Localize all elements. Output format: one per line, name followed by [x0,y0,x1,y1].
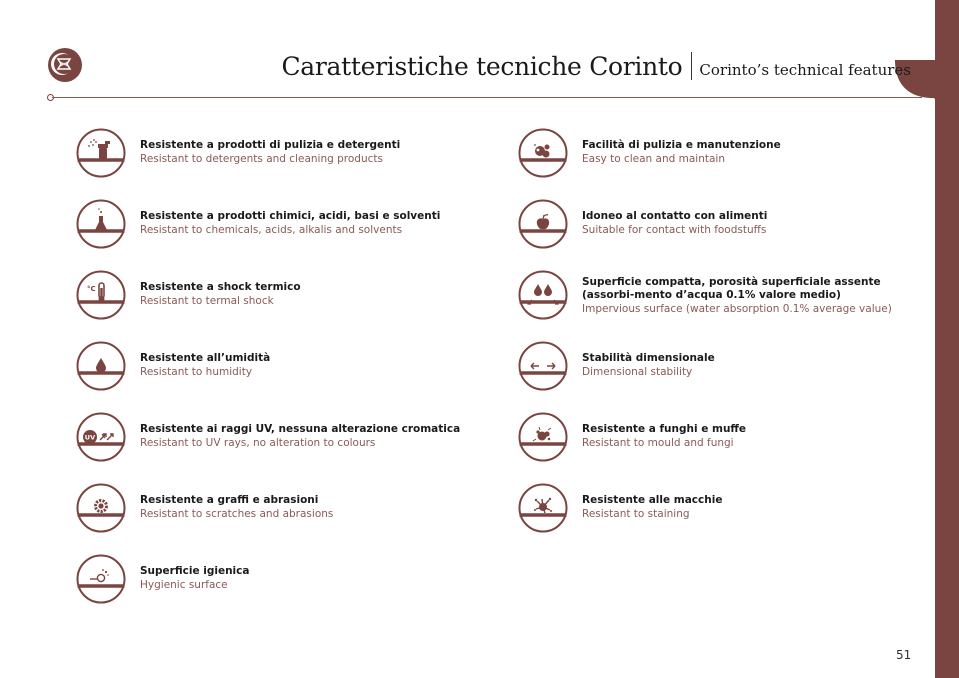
feature-title: Resistente all’umidità [140,352,271,364]
feature-subtitle: Easy to clean and maintain [582,153,725,165]
feature-title: Superficie compatta, porosità superficiale assente (assorbi-mento d’acqua 0.1% valore medio) [582,276,881,301]
feature-title: Superficie igienica [140,565,250,577]
feature-title: Idoneo al contatto con alimenti [582,210,768,222]
header-rule [52,97,922,98]
gear-abrasion-icon [76,483,126,533]
feature-subtitle: Resistant to staining [582,508,690,520]
feature-title: Stabilità dimensionale [582,352,715,364]
apple-icon [518,199,568,249]
feature-title: Facilità di pulizia e manutenzione [582,139,781,151]
feature-subtitle: Resistant to detergents and cleaning products [140,153,383,165]
title-main: Caratteristiche tecniche Corinto [281,52,683,81]
uv-label: UV [84,433,96,442]
feature-subtitle: Suitable for contact with foodstuffs [582,224,767,236]
feature-subtitle: Resistant to termal shock [140,295,274,307]
side-band [935,0,959,678]
spray-bottle-icon [76,128,126,178]
feature-subtitle: Dimensional stability [582,366,693,378]
uv-sun-icon [76,412,126,462]
title-english: Corinto’s technical features [699,61,911,79]
cleaning-bubbles-icon [518,128,568,178]
horizontal-arrows-icon [518,341,568,391]
title-separator [691,52,692,80]
page-title [281,52,911,81]
feature-title: Resistente a graffi e abrasioni [140,494,319,506]
mould-icon [518,412,568,462]
feature-subtitle: Hygienic surface [140,579,228,591]
page-number: 51 [896,648,912,662]
celsius-label: °C [87,285,96,293]
feature-title: Resistente a funghi e muffe [582,423,747,435]
feature-subtitle: Impervious surface (water absorption 0.1% average value) [582,303,892,315]
water-drop-icon [76,341,126,391]
feature-subtitle: Resistant to scratches and abrasions [140,508,334,520]
flask-icon [76,199,126,249]
feature-subtitle: Resistant to humidity [140,366,253,378]
feature-title: Resistente alle macchie [582,494,723,506]
hygiene-bubbles-icon [76,554,126,604]
thermometer-icon [76,270,126,320]
feature-subtitle: Resistant to chemicals, acids, alkalis and solvents [140,224,403,236]
feature-title: Resistente a shock termico [140,281,301,293]
feature-title: Resistente a prodotti chimici, acidi, basi e solventi [140,210,441,222]
feature-subtitle: Resistant to UV rays, no alteration to colours [140,437,376,449]
feature-subtitle: Resistant to mould and fungi [582,437,734,449]
stain-splash-icon [518,483,568,533]
water-drops-arrows-icon [518,270,568,320]
feature-title: Resistente ai raggi UV, nessuna alterazione cromatica [140,423,461,435]
brand-logo-icon [47,47,83,83]
feature-title: Resistente a prodotti di pulizia e detergenti [140,139,401,151]
